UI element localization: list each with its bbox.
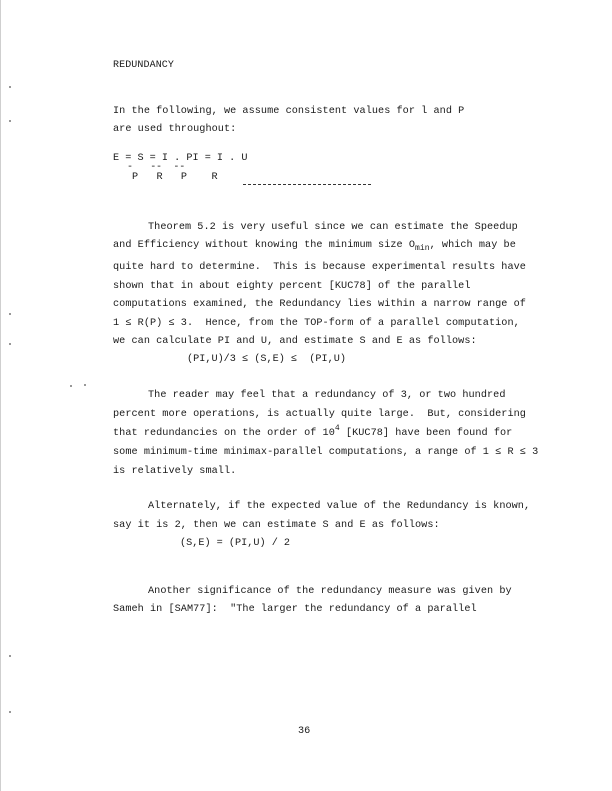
intro-line: are used throughout: [113,124,237,135]
definition-equation: E = S = I . PI = I . U [113,153,248,164]
paragraph-line: Sameh in [SAM77]: "The larger the redundancy of a parallel [113,604,477,615]
paragraph-line: 1 ≤ R(P) ≤ 3. Hence, from the TOP-form of a parallel computation, [113,318,520,329]
scan-speck [9,313,11,315]
paragraph-line: is relatively small. [113,466,237,477]
paragraph-line: that redundancies on the order of $10^4$ [KUC78] have been found for [113,424,513,439]
section-heading: REDUNDANCY [113,60,175,71]
separator-rule [243,184,371,185]
definition-denominators: P R P R [132,172,218,183]
scan-speck [9,711,11,713]
definition-underline-marks: - -- -- [127,162,186,173]
paragraph-line: Theorem 5.2 is very useful since we can estimate the Speedup [148,222,518,233]
scan-speck [9,120,11,122]
paragraph-line: computations examined, the Redundancy lies within a narrow range of [113,299,526,310]
paragraph-line: shown that in about eighty percent [KUC78] of the parallel [113,281,471,292]
scan-speck [70,385,72,387]
paragraph-line: and Efficiency without knowing the minimum size $O_{min}$, which may be [113,240,516,253]
formula-bounds: (PI,U)/3 ≤ (S,E) ≤ (PI,U) [187,354,346,365]
paragraph-line: Another significance of the redundancy measure was given by [148,586,512,597]
scan-edge-line [0,0,1,791]
scan-speck [84,384,86,386]
formula-estimate: (S,E) = (PI,U) / 2 [180,538,291,549]
scan-speck [9,86,11,88]
scan-speck [9,655,11,657]
paragraph-line: we can calculate PI and U, and estimate S and E as follows: [113,336,477,347]
paragraph-line: percent more operations, is actually quite large. But, considering [113,409,526,420]
paragraph-line: some minimum-time minimax-parallel computations, a range of 1 ≤ R ≤ 3 [113,447,539,458]
scan-speck [9,343,11,345]
intro-line: In the following, we assume consistent values for l and P [113,106,465,117]
paragraph-line: say it is 2, then we can estimate S and E as follows: [113,520,440,531]
paragraph-line: quite hard to determine. This is because experimental results have [113,262,526,273]
paragraph-line: The reader may feel that a redundancy of 3, or two hundred [148,390,506,401]
page-number: 36 [298,726,311,737]
paragraph-line: Alternately, if the expected value of the Redundancy is known, [148,501,531,512]
